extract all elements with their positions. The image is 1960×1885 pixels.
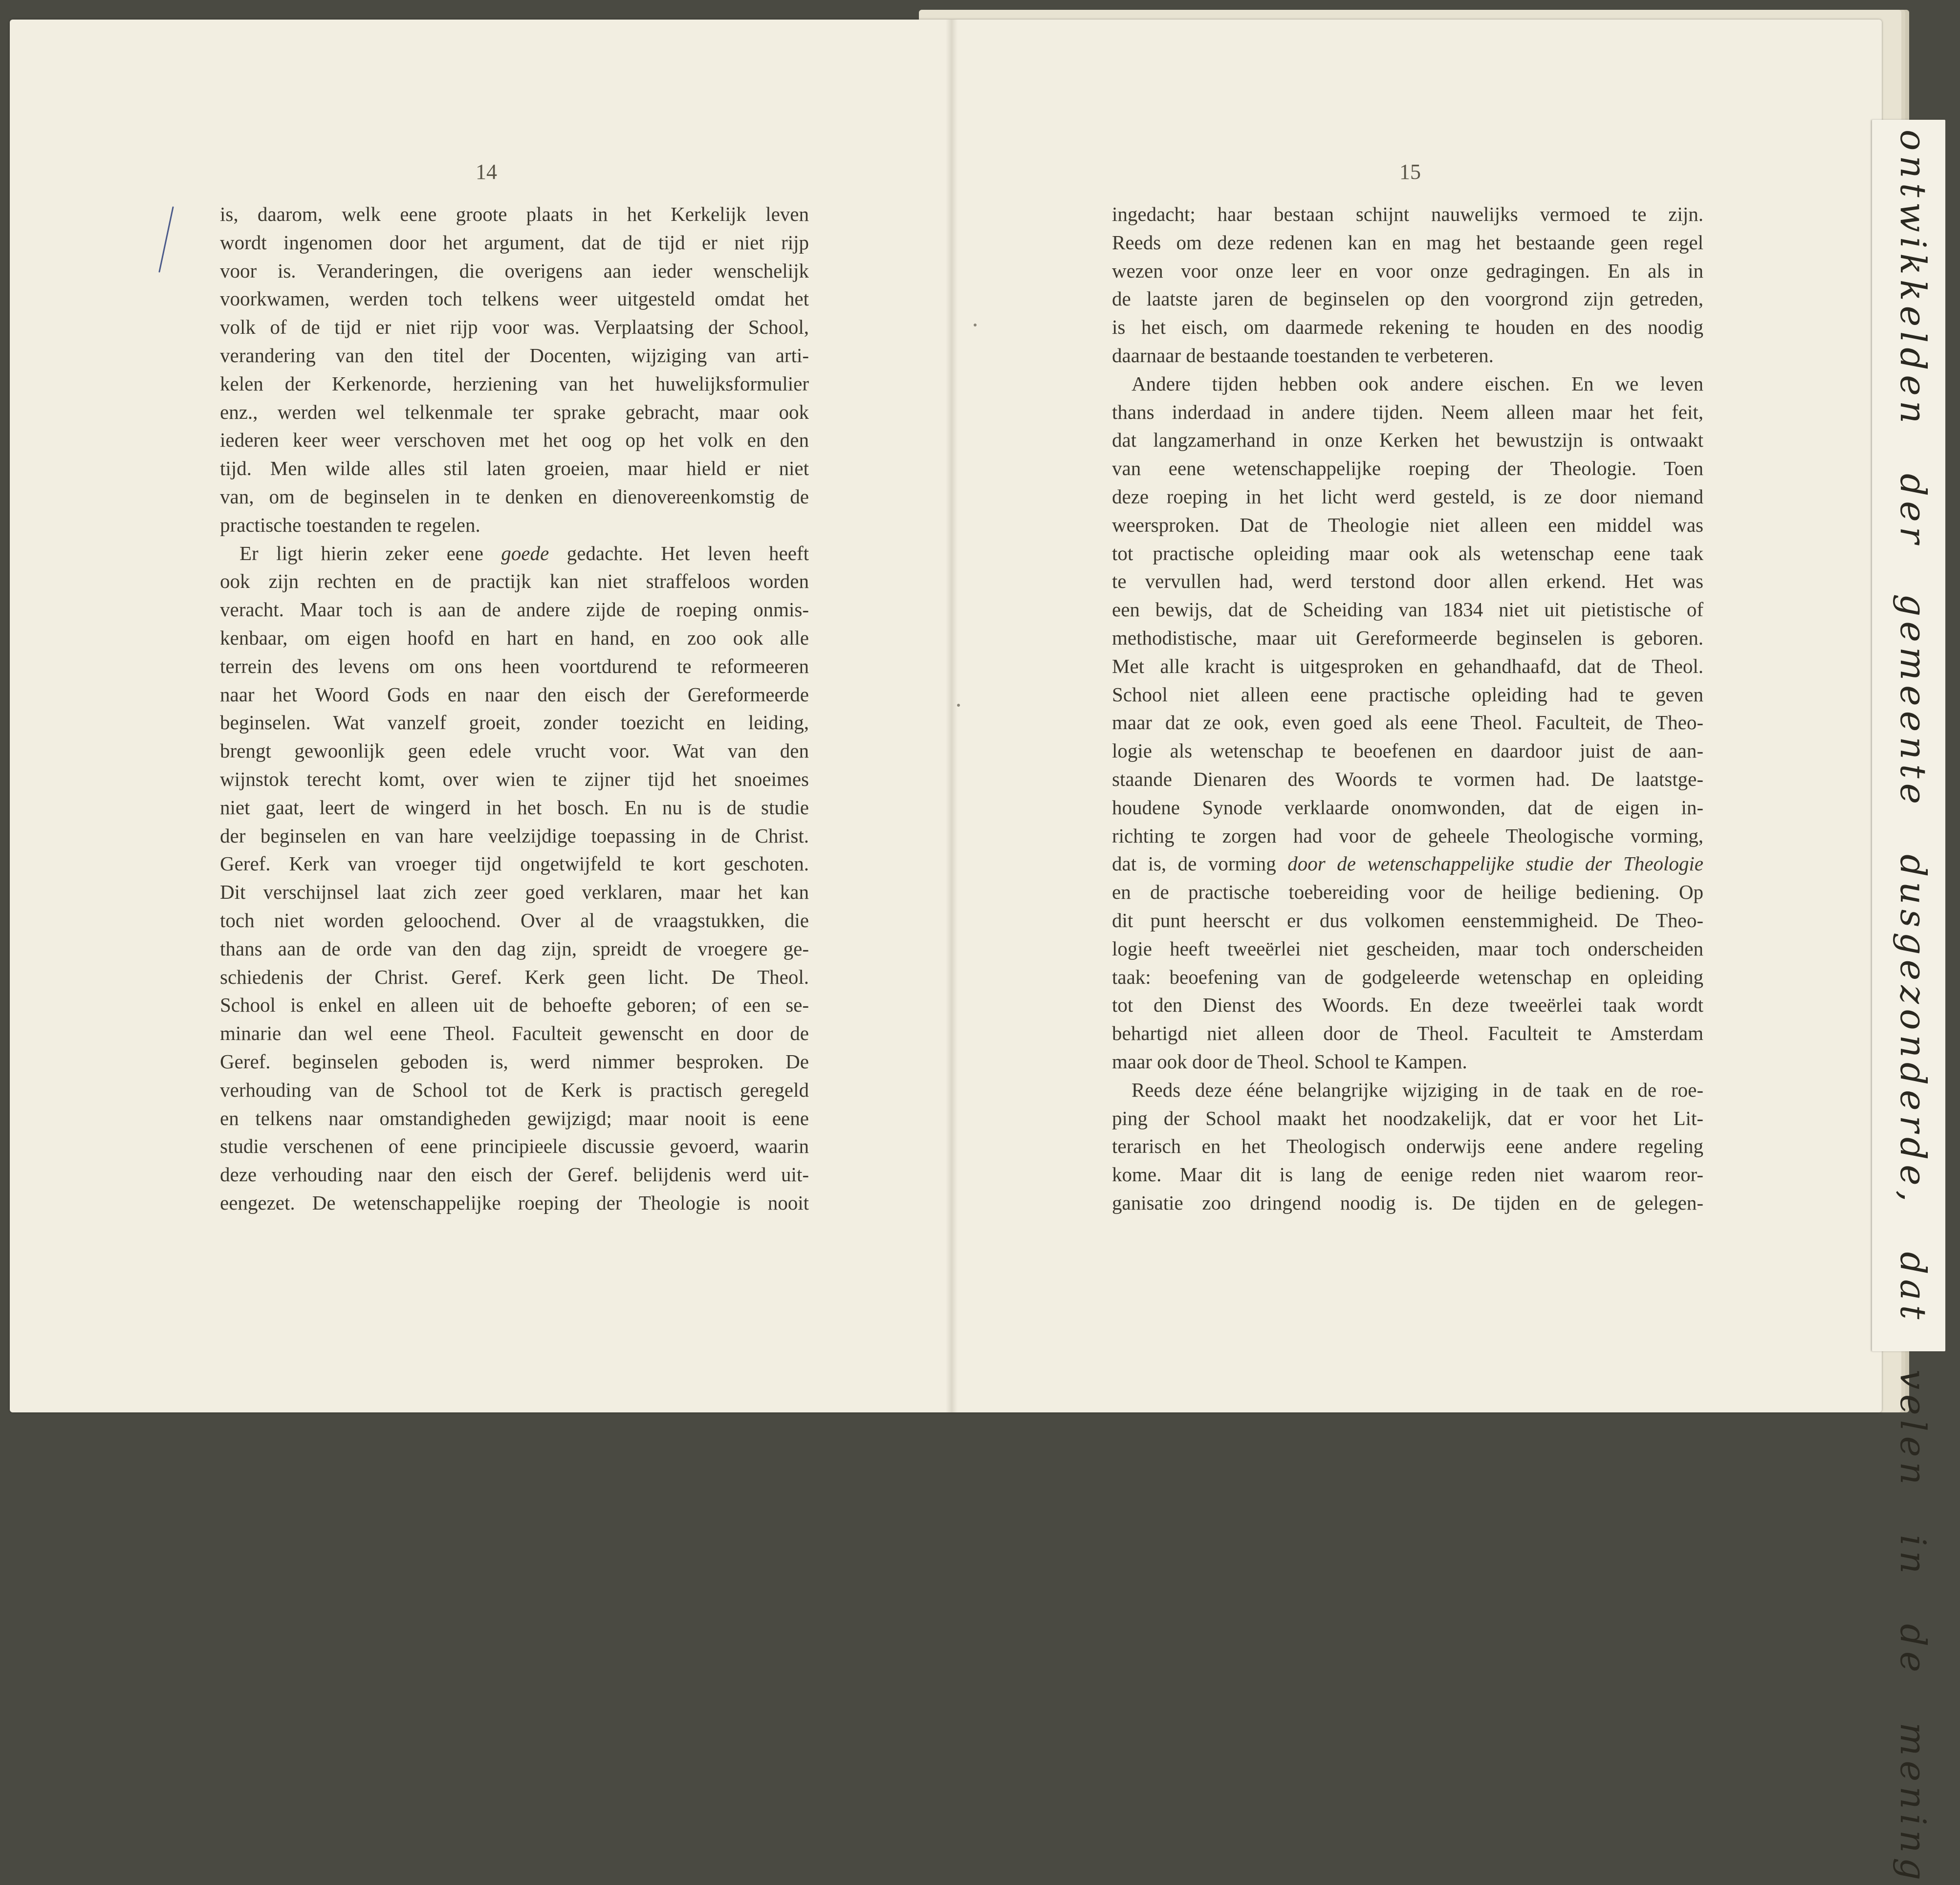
text-line: en telkens naar omstandigheden gewijzigd; maar nooit is eene [220,1106,809,1129]
text-line: iederen keer weer verschoven met het oog op het volk en den [220,429,809,452]
text-line: taak: beoefening van de godgeleerde wetenschap en opleiding [1112,965,1703,988]
text-line: tijd. Men wilde alles stil laten groeien, maar hield er niet [220,457,809,480]
handwritten-margin-slip [1872,120,1945,1885]
text-line: terarisch en het Theologisch onderwijs eene andere regeling [1112,1135,1703,1158]
text-line: houdene Synode verklaarde onomwonden, dat de eigen in- [1112,796,1703,819]
text-line: wijnstok terecht komt, over wien te zijner tijd het snoeimes [220,767,809,790]
handwritten-note: ontwikkelden der gemeente dusgezonderde, dat velen in de mening [1893,130,1934,1885]
text-line: staande Dienaren des Woords te vormen had. De laatstge- [1112,767,1703,790]
text-line: is, daarom, welk eene groote plaats in het Kerkelijk leven [220,203,809,225]
text-line: Met alle kracht is uitgesproken en gehandhaafd, dat de Theol. [1112,654,1703,677]
book-spread [10,20,1882,1412]
text-line: wordt ingenomen door het argument, dat de tijd er niet rijp [220,231,809,254]
text-line: Reeds om deze redenen kan en mag het bestaande geen regel [1112,231,1703,254]
text-line: een bewijs, dat de Scheiding van 1834 niet uit pietistische of [1112,598,1703,621]
right-page-body [1112,200,1703,1217]
text-line: schiedenis der Christ. Geref. Kerk geen licht. De Theol. [220,965,809,988]
text-line: veracht. Maar toch is aan de andere zijde de roeping onmis- [220,598,809,621]
page-number-left: 14 [476,160,497,184]
text-line: dat is, de vorming door de wetenschappelijke studie der Theologie [1112,852,1703,875]
text-line: maar ook door de Theol. School te Kampen. [1112,1050,1467,1073]
text-line: brengt gewoonlijk geen edele vrucht voor. Wat van den [220,739,809,762]
text-line: richting te zorgen had voor de geheele Theologische vorming, [1112,824,1703,847]
text-line: studie verschenen of eene principieele discussie gevoerd, waarin [220,1135,809,1158]
text-line: ook zijn rechten en de practijk kan niet straffeloos worden [220,570,809,593]
text-line: terrein des levens om ons heen voortdurend te reformeeren [220,654,809,677]
text-line: van eene wetenschappelijke roeping der Theologie. Toen [1112,457,1703,480]
text-line: der beginselen en van hare veelzijdige toepassing in de Christ. [220,824,809,847]
text-line: kelen der Kerkenorde, herziening van het huwelijksformulier [220,372,809,395]
text-line: School niet alleen eene practische opleiding had te geven [1112,683,1703,706]
text-line: ingedacht; haar bestaan schijnt nauwelijks vermoed te zijn. [1112,203,1703,225]
text-line: methodistische, maar uit Gereformeerde beginselen is geboren. [1112,626,1703,649]
text-line: ganisatie zoo dringend noodig is. De tijden en de gelegen- [1112,1191,1703,1214]
text-line: practische toestanden te regelen. [220,513,480,536]
text-line: voorkwamen, werden toch telkens weer uitgesteld omdat het [220,287,809,310]
text-line: verhouding van de School tot de Kerk is practisch geregeld [220,1078,809,1101]
text-line: Er ligt hierin zeker eene goede gedachte. Het leven heeft [240,542,809,564]
paper-speck [974,324,977,326]
text-line: enz., werden wel telkenmale ter sprake gebracht, maar ook [220,400,809,423]
left-page-body [220,200,809,1217]
text-line: weersproken. Dat de Theologie niet alleen een middel was [1112,513,1703,536]
text-line: logie heeft tweeërlei niet gescheiden, maar toch onderscheiden [1112,937,1703,960]
binding-dot [957,704,960,707]
text-line: eengezet. De wetenschappelijke roeping der Theologie is nooit [220,1191,809,1214]
text-line: en de practische toebereiding voor de heilige bediening. Op [1112,881,1703,904]
text-line: tot den Dienst des Woords. En deze tweeërlei taak wordt [1112,994,1703,1017]
text-line: deze roeping in het licht werd gesteld, is ze door niemand [1112,485,1703,508]
text-line: Geref. Kerk van vroeger tijd ongetwijfeld te kort geschoten. [220,852,809,875]
pencil-tick-mark [154,205,184,274]
text-line: van, om de beginselen in te denken en dienovereenkomstig de [220,485,809,508]
left-page [10,20,946,1412]
text-line: Reeds deze ééne belangrijke wijziging in de taak en de roe- [1132,1078,1703,1101]
text-line: niet gaat, leert de wingerd in het bosch. En nu is de studie [220,796,809,819]
text-line: School is enkel en alleen uit de behoefte geboren; of een se- [220,994,809,1017]
text-line: de laatste jaren de beginselen op den voorgrond zijn getreden, [1112,287,1703,310]
text-line: verandering van den titel der Docenten, wijziging van arti- [220,344,809,367]
text-line: logie als wetenschap te beoefenen en daardoor juist de aan- [1112,739,1703,762]
text-line: Dit verschijnsel laat zich zeer goed verklaren, maar het kan [220,881,809,904]
text-line: naar het Woord Gods en naar den eisch der Gereformeerde [220,683,809,706]
text-line: kenbaar, om eigen hoofd en hart en hand, en zoo ook alle [220,626,809,649]
text-line: dat langzamerhand in onze Kerken het bewustzijn is ontwaakt [1112,429,1703,452]
text-line: ping der School maakt het noodzakelijk, dat er voor het Lit- [1112,1106,1703,1129]
text-line: tot practische opleiding maar ook als wetenschap eene taak [1112,542,1703,564]
text-line: Geref. beginselen geboden is, werd nimmer besproken. De [220,1050,809,1073]
text-line: thans inderdaad in andere tijden. Neem alleen maar het feit, [1112,400,1703,423]
text-line: behartigd niet alleen door de Theol. Faculteit te Amsterdam [1112,1022,1703,1045]
text-line: volk of de tijd er niet rijp voor was. Verplaatsing der School, [220,316,809,339]
text-line: maar dat ze ook, even goed als eene Theol. Faculteit, de Theo- [1112,711,1703,734]
text-line: beginselen. Wat vanzelf groeit, zonder toezicht en leiding, [220,711,809,734]
text-line: te vervullen had, werd terstond door allen erkend. Het was [1112,570,1703,593]
right-page [946,20,1882,1412]
text-line: voor is. Veranderingen, die overigens aan ieder wenschelijk [220,259,809,282]
text-line: kome. Maar dit is lang de eenige reden niet waarom reor- [1112,1163,1703,1186]
text-line: Andere tijden hebben ook andere eischen. En we leven [1132,372,1703,395]
text-line: dit punt heerscht er dus volkomen eenstemmigheid. De Theo- [1112,909,1703,932]
text-line: deze verhouding naar den eisch der Geref. belijdenis werd uit- [220,1163,809,1186]
text-line: thans aan de orde van den dag zijn, spreidt de vroegere ge- [220,937,809,960]
text-line: toch niet worden geloochend. Over al de vraagstukken, die [220,909,809,932]
text-line: wezen voor onze leer en voor onze gedragingen. En als in [1112,259,1703,282]
text-line: daarnaar de bestaande toestanden te verbeteren. [1112,344,1494,367]
text-line: minarie dan wel eene Theol. Faculteit gewenscht en door de [220,1022,809,1045]
page-number-right: 15 [1399,160,1421,184]
text-line: is het eisch, om daarmede rekening te houden en des noodig [1112,316,1703,339]
